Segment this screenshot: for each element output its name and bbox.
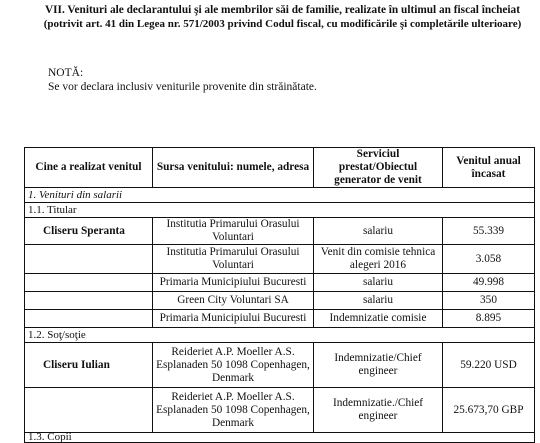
section-row-salaries bbox=[25, 188, 535, 203]
income-service: Indemnizatie comisie bbox=[314, 310, 443, 328]
income-source: Institutia Primarului Orasului Voluntari bbox=[153, 245, 314, 274]
note-text: Se vor declara inclusiv veniturile provenite din străinătate. bbox=[48, 81, 317, 93]
section-subheading: (potrivit art. 41 din Legea nr. 571/2003 privind Codul fiscal, cu modificările şi completările ulterioare) bbox=[43, 18, 522, 30]
income-source: Institutia Primarului Orasului Voluntari bbox=[153, 218, 314, 245]
subsection-row-titular bbox=[25, 203, 535, 218]
table-row bbox=[25, 292, 535, 310]
header-who: Cine a realizat venitul bbox=[25, 148, 153, 188]
subsection-label-spouse: 1.2. Soţ/soţie bbox=[25, 328, 535, 343]
income-amount: 3.058 bbox=[443, 245, 535, 274]
earner-name: Cliseru Speranta bbox=[25, 218, 153, 245]
subsection-label-titular: 1.1. Titular bbox=[25, 203, 535, 218]
income-amount: 25.673,70 GBP bbox=[443, 388, 535, 433]
subsection-row-children bbox=[25, 433, 535, 443]
income-service: salariu bbox=[314, 274, 443, 292]
income-service: Indemnizatie/Chief engineer bbox=[314, 343, 443, 388]
income-amount: 8.895 bbox=[443, 310, 535, 328]
earner-name-empty bbox=[25, 245, 153, 274]
income-source: Green City Voluntari SA bbox=[153, 292, 314, 310]
table-row bbox=[25, 388, 535, 433]
section-label-salaries: 1. Venituri din salarii bbox=[25, 188, 535, 203]
table-header-row bbox=[25, 148, 535, 188]
income-source: Primaria Municipiului Bucuresti bbox=[153, 274, 314, 292]
income-amount: 59.220 USD bbox=[443, 343, 535, 388]
earner-name-empty bbox=[25, 388, 153, 433]
income-source: Primaria Municipiului Bucuresti bbox=[153, 310, 314, 328]
income-service: salariu bbox=[314, 292, 443, 310]
earner-name-empty bbox=[25, 274, 153, 292]
income-service: Indemnizatie./Chief engineer bbox=[314, 388, 443, 433]
earner-name-empty bbox=[25, 292, 153, 310]
income-service: salariu bbox=[314, 218, 443, 245]
income-table bbox=[24, 147, 535, 443]
table-row bbox=[25, 310, 535, 328]
note-label: NOTĂ: bbox=[48, 67, 84, 79]
income-service: Venit din comisie tehnica alegeri 2016 bbox=[314, 245, 443, 274]
income-source: Reideriet A.P. Moeller A.S. Esplanaden 50 1098 Copenhagen, Denmark bbox=[153, 343, 314, 388]
header-source: Sursa venitului: numele, adresa bbox=[153, 148, 314, 188]
table-row bbox=[25, 343, 535, 388]
earner-name-empty bbox=[25, 310, 153, 328]
header-income: Venitul anual încasat bbox=[443, 148, 535, 188]
income-amount: 49.998 bbox=[443, 274, 535, 292]
subsection-label-children: 1.3. Copii bbox=[25, 433, 535, 443]
income-source: Reideriet A.P. Moeller A.S. Esplanaden 50 1098 Copenhagen, Denmark bbox=[153, 388, 314, 433]
table-row bbox=[25, 218, 535, 245]
subsection-row-spouse bbox=[25, 328, 535, 343]
header-service: Serviciul prestat/Obiectul generator de venit bbox=[314, 148, 443, 188]
income-amount: 350 bbox=[443, 292, 535, 310]
table-row bbox=[25, 245, 535, 274]
table-row bbox=[25, 274, 535, 292]
section-heading: VII. Venituri ale declarantului şi ale membrilor săi de familie, realizate în ultimul an fiscal încheiat bbox=[45, 4, 520, 16]
income-amount: 55.339 bbox=[443, 218, 535, 245]
earner-name: Cliseru Iulian bbox=[25, 343, 153, 388]
